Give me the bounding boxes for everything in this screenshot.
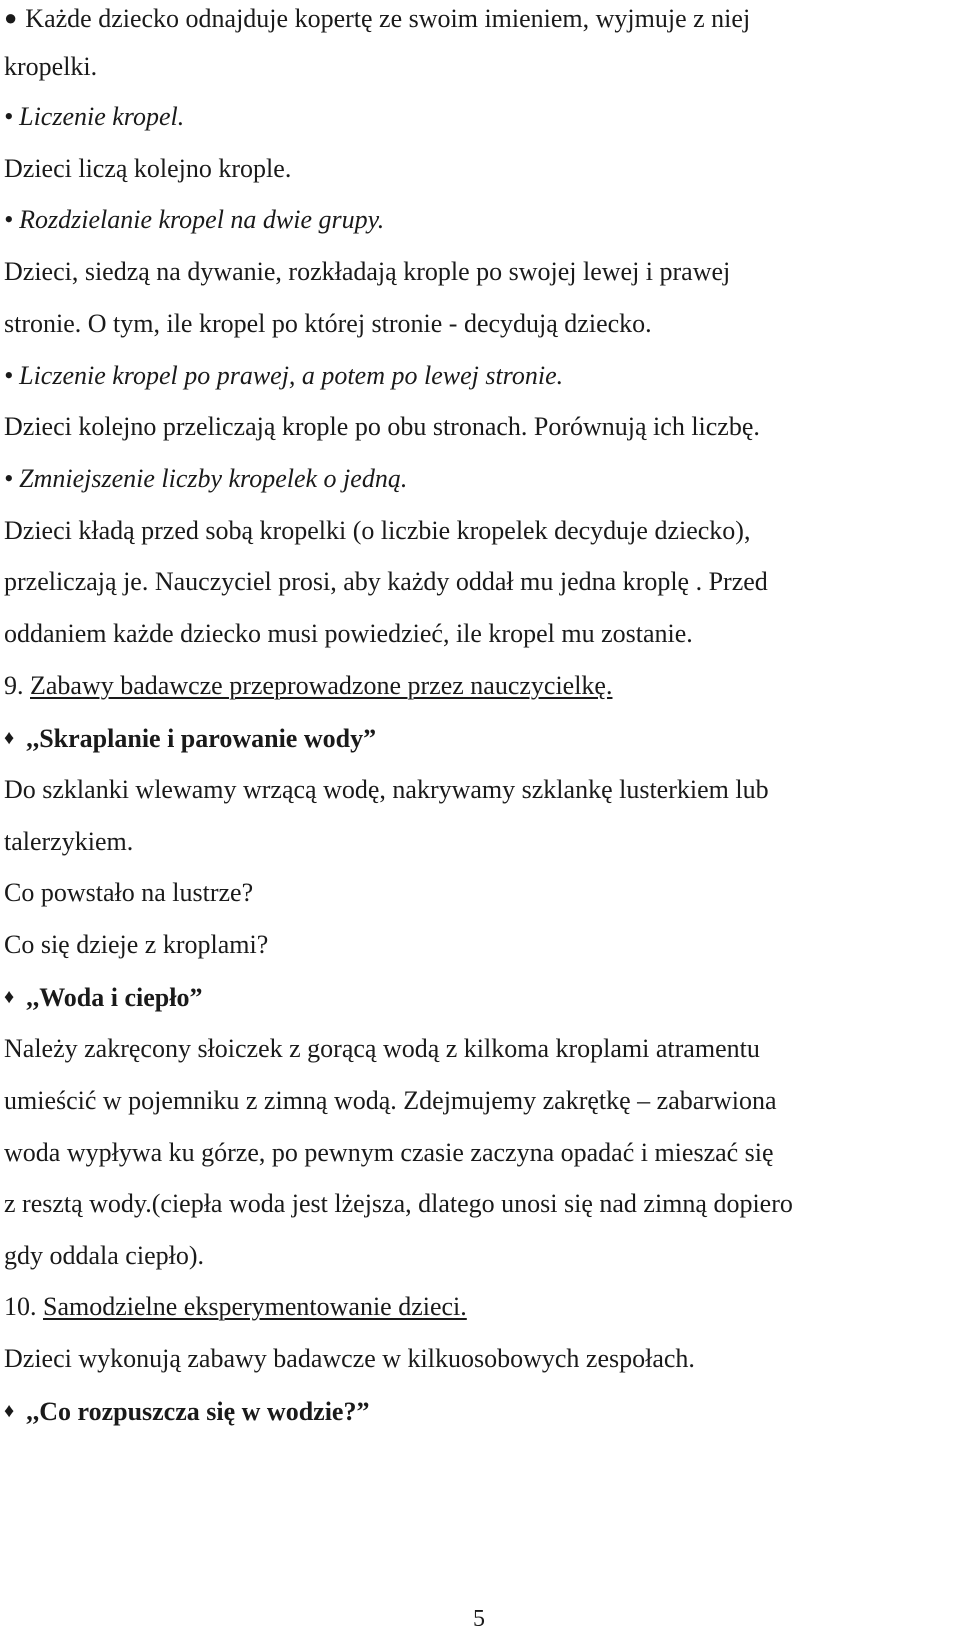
bullet-dot-icon: ● (4, 5, 18, 30)
experiment-heading (4, 981, 202, 1013)
experiment-title: ,,Co rozpuszcza się w wodzie?” (26, 1397, 370, 1426)
section-heading (4, 1291, 467, 1323)
section-title: Zabawy badawcze przeprowadzone przez nauczycielkę. (30, 671, 613, 700)
paragraph-line: przeliczają je. Nauczyciel prosi, aby każdy oddał mu jedna kroplę . Przed (4, 567, 768, 596)
section-number: 9. (4, 671, 24, 700)
paragraph-line: gdy oddala ciepło). (4, 1241, 204, 1270)
paragraph-line: z resztą wody.(ciepła woda jest lżejsza, dlatego unosi się nad zimną dopiero (4, 1189, 793, 1218)
paragraph-line: Dzieci liczą kolejno krople. (4, 154, 292, 183)
paragraph-line: Dzieci kładą przed sobą kropelki (o liczbie kropelek decyduje dziecko), (4, 516, 751, 545)
section-number: 10. (4, 1292, 37, 1321)
list-item (4, 360, 563, 392)
section-heading (4, 670, 612, 702)
paragraph-line: Dzieci, siedzą na dywanie, rozkładają krople po swojej lewej i prawej (4, 257, 731, 286)
paragraph-line: Co się dzieje z kroplami? (4, 930, 269, 959)
bullet-icon: • (4, 464, 14, 493)
paragraph-line: Dzieci wykonują zabawy badawcze w kilkuosobowych zespołach. (4, 1344, 695, 1373)
paragraph-line: talerzykiem. (4, 827, 134, 856)
activity-heading: Zmniejszenie liczby kropelek o jedną. (19, 464, 408, 493)
experiment-title: ,,Skraplanie i parowanie wody” (26, 724, 377, 753)
section-title: Samodzielne eksperymentowanie dzieci. (43, 1292, 467, 1321)
page-number: 5 (473, 1606, 485, 1632)
paragraph-line: Co powstało na lustrze? (4, 878, 254, 907)
paragraph-line: umieścić w pojemniku z zimną wodą. Zdejmujemy zakrętkę – zabarwiona (4, 1086, 777, 1115)
paragraph-line: Do szklanki wlewamy wrzącą wodę, nakrywamy szklankę lusterkiem lub (4, 775, 769, 804)
activity-heading: Liczenie kropel po prawej, a potem po lewej stronie. (19, 361, 564, 390)
paragraph-line: stronie. O tym, ile kropel po której stronie - decydują dziecko. (4, 309, 652, 338)
diamond-bullet-icon: ♦ (4, 727, 15, 749)
experiment-heading (4, 722, 376, 754)
list-item (4, 204, 384, 236)
list-item (4, 463, 407, 495)
bullet-icon: • (4, 361, 14, 390)
activity-heading: Rozdzielanie kropel na dwie grupy. (19, 205, 385, 234)
experiment-heading (4, 1395, 369, 1427)
paragraph-line: kropelki. (4, 52, 98, 81)
diamond-bullet-icon: ♦ (4, 1400, 15, 1422)
paragraph-line: oddaniem każde dziecko musi powiedzieć, ile kropel mu zostanie. (4, 619, 693, 648)
paragraph-text: Każde dziecko odnajduje kopertę ze swoim imieniem, wyjmuje z niej (25, 4, 751, 33)
bullet-icon: • (4, 205, 14, 234)
paragraph-line: Należy zakręcony słoiczek z gorącą wodą z kilkoma kroplami atramentu (4, 1034, 760, 1063)
experiment-title: ,,Woda i ciepło” (26, 983, 203, 1012)
diamond-bullet-icon: ♦ (4, 986, 15, 1008)
list-item (4, 101, 184, 133)
bullet-icon: • (4, 102, 14, 131)
paragraph-line: Dzieci kolejno przeliczają krople po obu stronach. Porównują ich liczbę. (4, 412, 760, 441)
activity-heading: Liczenie kropel. (19, 102, 185, 131)
paragraph-line: woda wypływa ku górze, po pewnym czasie zaczyna opadać i mieszać się (4, 1138, 774, 1167)
list-item (4, 2, 750, 34)
